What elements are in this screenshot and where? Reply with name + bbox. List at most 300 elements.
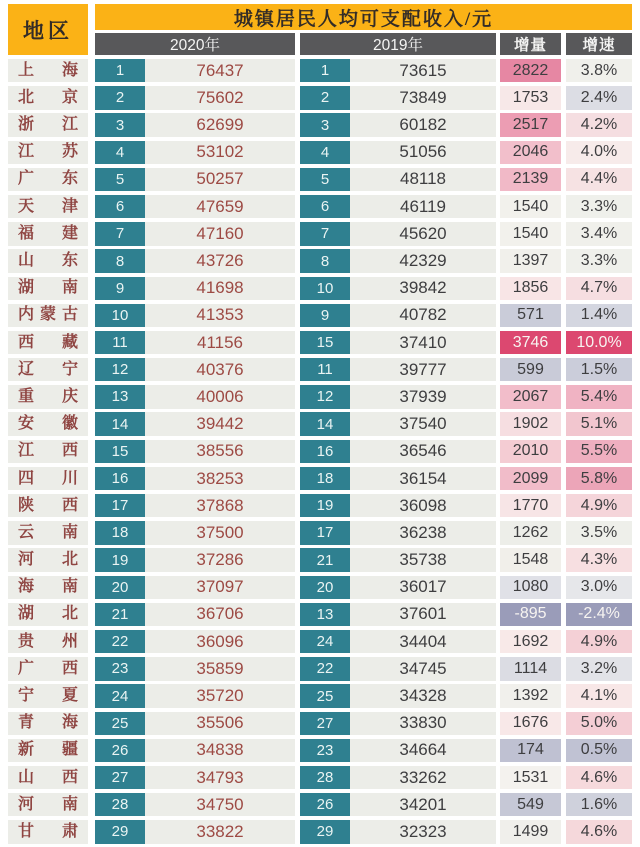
income-2019-value: 34328 xyxy=(350,684,496,707)
region-name-char: 津 xyxy=(61,197,78,215)
region-cell xyxy=(8,576,88,599)
rank-2019-badge: 17 xyxy=(300,521,350,544)
income-2019-value: 36154 xyxy=(350,467,496,490)
table-row xyxy=(8,385,632,408)
region-name-char: 南 xyxy=(61,523,78,541)
rate-cell: 10.0% xyxy=(566,331,632,354)
table-row xyxy=(8,59,632,82)
region-name-char: 南 xyxy=(61,279,78,297)
rate-cell: 5.4% xyxy=(566,385,632,408)
income-2019-value: 73615 xyxy=(350,59,496,82)
rate-cell: 4.9% xyxy=(566,494,632,517)
region-name-char: 海 xyxy=(61,61,78,79)
region-name-char: 州 xyxy=(61,632,78,650)
region-name-char: 河 xyxy=(18,551,35,569)
rank-2020-badge: 18 xyxy=(95,521,145,544)
region-name-char: 西 xyxy=(18,333,35,351)
rate-cell: 3.0% xyxy=(566,576,632,599)
rank-2020-badge: 15 xyxy=(95,440,145,463)
rank-2020-badge: 8 xyxy=(95,249,145,272)
region-name-char: 宁 xyxy=(61,360,78,378)
income-2019-value: 36546 xyxy=(350,440,496,463)
table-row xyxy=(8,467,632,490)
region-name-char: 天 xyxy=(18,197,35,215)
rank-2020-badge: 26 xyxy=(95,739,145,762)
income-2020-value: 41353 xyxy=(145,304,295,327)
rank-2019-badge: 20 xyxy=(300,576,350,599)
delta-cell: 1397 xyxy=(500,249,561,272)
delta-cell: 174 xyxy=(500,739,561,762)
rank-2020-badge: 25 xyxy=(95,712,145,735)
income-2019-value: 45620 xyxy=(350,222,496,245)
region-name-char: 陕 xyxy=(18,496,35,514)
rank-2020-badge: 6 xyxy=(95,195,145,218)
region-cell xyxy=(8,412,88,435)
rank-2019-badge: 10 xyxy=(300,277,350,300)
rank-2019-badge: 21 xyxy=(300,548,350,571)
table-row xyxy=(8,630,632,653)
region-name-char: 西 xyxy=(61,496,78,514)
table-row xyxy=(8,793,632,816)
table-row xyxy=(8,440,632,463)
rank-2019-badge: 16 xyxy=(300,440,350,463)
rate-cell: 4.7% xyxy=(566,277,632,300)
income-2020-value: 34750 xyxy=(145,793,295,816)
rank-2019-badge: 19 xyxy=(300,494,350,517)
income-2019-value: 48118 xyxy=(350,168,496,191)
rate-cell: 3.3% xyxy=(566,249,632,272)
region-name-char: 川 xyxy=(61,469,78,487)
income-2020-value: 34838 xyxy=(145,739,295,762)
income-2019-value: 37410 xyxy=(350,331,496,354)
income-2019-value: 32323 xyxy=(350,820,496,843)
delta-cell: 1902 xyxy=(500,412,561,435)
column-header-2020: 2020年 xyxy=(95,33,295,55)
column-header-rate: 增速 xyxy=(566,33,632,55)
region-name-char: 庆 xyxy=(61,387,78,405)
income-2019-value: 42329 xyxy=(350,249,496,272)
region-name-char: 内 xyxy=(18,306,35,324)
region-cell xyxy=(8,467,88,490)
region-cell xyxy=(8,712,88,735)
rate-cell: 3.5% xyxy=(566,521,632,544)
region-name-char: 宁 xyxy=(18,687,35,704)
delta-cell: 1262 xyxy=(500,521,561,544)
table-row xyxy=(8,684,632,707)
rank-2020-badge: 29 xyxy=(95,820,145,843)
region-cell xyxy=(8,141,88,164)
rank-2019-badge: 24 xyxy=(300,630,350,653)
rank-2019-badge: 2 xyxy=(300,86,350,109)
table-row xyxy=(8,195,632,218)
region-name-char: 疆 xyxy=(61,741,78,759)
delta-cell: 2067 xyxy=(500,385,561,408)
income-2020-value: 37097 xyxy=(145,576,295,599)
region-cell xyxy=(8,304,88,327)
rank-2020-badge: 11 xyxy=(95,331,145,354)
income-2019-value: 73849 xyxy=(350,86,496,109)
region-name-char: 东 xyxy=(61,170,78,188)
income-2020-value: 36096 xyxy=(145,630,295,653)
income-2020-value: 38253 xyxy=(145,467,295,490)
income-2020-value: 35859 xyxy=(145,657,295,680)
region-name-char: 贵 xyxy=(18,632,35,650)
rank-2020-badge: 9 xyxy=(95,277,145,300)
rank-2020-badge: 27 xyxy=(95,766,145,789)
rate-cell: 5.5% xyxy=(566,440,632,463)
income-2019-value: 60182 xyxy=(350,113,496,136)
region-name-char: 江 xyxy=(61,116,78,134)
income-2020-value: 38556 xyxy=(145,440,295,463)
region-name-char: 安 xyxy=(18,415,35,433)
rank-2020-badge: 19 xyxy=(95,548,145,571)
rank-2019-badge: 5 xyxy=(300,168,350,191)
delta-cell: 1531 xyxy=(500,766,561,789)
region-name-char: 浙 xyxy=(18,116,35,134)
delta-cell: 3746 xyxy=(500,331,561,354)
income-2019-value: 33830 xyxy=(350,712,496,735)
table-row xyxy=(8,358,632,381)
region-name-char: 南 xyxy=(61,795,78,813)
income-2019-value: 34745 xyxy=(350,657,496,680)
region-name-char: 徽 xyxy=(61,415,78,433)
income-2020-value: 40376 xyxy=(145,358,295,381)
region-cell xyxy=(8,820,88,843)
income-2020-value: 47160 xyxy=(145,222,295,245)
rate-cell: 4.4% xyxy=(566,168,632,191)
region-name-char: 新 xyxy=(18,741,35,759)
rate-cell: 3.3% xyxy=(566,195,632,218)
rank-2019-badge: 6 xyxy=(300,195,350,218)
rank-2020-badge: 24 xyxy=(95,684,145,707)
income-2019-value: 39777 xyxy=(350,358,496,381)
region-cell xyxy=(8,222,88,245)
rank-2020-badge: 21 xyxy=(95,603,145,626)
region-name-char: 肃 xyxy=(61,822,78,840)
delta-cell: 1080 xyxy=(500,576,561,599)
rate-cell: 1.4% xyxy=(566,304,632,327)
table-row xyxy=(8,548,632,571)
rate-cell: 4.6% xyxy=(566,820,632,843)
income-2019-value: 51056 xyxy=(350,141,496,164)
table-row xyxy=(8,576,632,599)
delta-cell: -895 xyxy=(500,603,561,626)
income-2020-value: 36706 xyxy=(145,603,295,626)
region-cell xyxy=(8,603,88,626)
delta-cell: 549 xyxy=(500,793,561,816)
rate-cell: 4.6% xyxy=(566,766,632,789)
table-row xyxy=(8,412,632,435)
delta-cell: 1753 xyxy=(500,86,561,109)
table-row xyxy=(8,141,632,164)
region-cell xyxy=(8,739,88,762)
delta-cell: 1540 xyxy=(500,195,561,218)
region-name-char: 山 xyxy=(18,768,35,786)
rank-2019-badge: 9 xyxy=(300,304,350,327)
region-name-char: 南 xyxy=(61,578,78,596)
header-right xyxy=(95,4,632,55)
region-name-char: 辽 xyxy=(18,360,35,378)
region-name-char: 建 xyxy=(61,224,78,242)
rate-cell: 1.5% xyxy=(566,358,632,381)
rank-2020-badge: 12 xyxy=(95,358,145,381)
region-name-char: 湖 xyxy=(18,605,35,623)
income-2019-value: 46119 xyxy=(350,195,496,218)
table-row xyxy=(8,277,632,300)
delta-cell: 1548 xyxy=(500,548,561,571)
region-name-char: 广 xyxy=(18,659,35,677)
income-2019-value: 37939 xyxy=(350,385,496,408)
rate-cell: 4.2% xyxy=(566,113,632,136)
table-row xyxy=(8,331,632,354)
rate-cell: 3.4% xyxy=(566,222,632,245)
rank-2019-badge: 12 xyxy=(300,385,350,408)
region-cell xyxy=(8,548,88,571)
income-2020-value: 37500 xyxy=(145,521,295,544)
delta-cell: 2099 xyxy=(500,467,561,490)
rate-cell: 2.4% xyxy=(566,86,632,109)
table-body xyxy=(8,59,632,844)
region-name-char: 上 xyxy=(18,61,35,79)
rank-2020-badge: 13 xyxy=(95,385,145,408)
table-row xyxy=(8,113,632,136)
delta-cell: 2517 xyxy=(500,113,561,136)
table-row xyxy=(8,86,632,109)
region-cell xyxy=(8,766,88,789)
region-cell xyxy=(8,630,88,653)
rank-2019-badge: 26 xyxy=(300,793,350,816)
income-2020-value: 34793 xyxy=(145,766,295,789)
rate-cell: 5.8% xyxy=(566,467,632,490)
delta-cell: 2046 xyxy=(500,141,561,164)
delta-cell: 1770 xyxy=(500,494,561,517)
income-2019-value: 34201 xyxy=(350,793,496,816)
income-2020-value: 43726 xyxy=(145,249,295,272)
rank-2019-badge: 14 xyxy=(300,412,350,435)
rank-2020-badge: 28 xyxy=(95,793,145,816)
income-2020-value: 37868 xyxy=(145,494,295,517)
income-2020-value: 40006 xyxy=(145,385,295,408)
rank-2020-badge: 3 xyxy=(95,113,145,136)
table-row xyxy=(8,712,632,735)
rate-cell: 0.5% xyxy=(566,739,632,762)
region-cell xyxy=(8,358,88,381)
income-2020-value: 37286 xyxy=(145,548,295,571)
region-cell xyxy=(8,86,88,109)
region-cell xyxy=(8,385,88,408)
region-name-char: 广 xyxy=(18,170,35,188)
region-name-char: 重 xyxy=(18,387,35,405)
region-name-char: 山 xyxy=(18,252,35,269)
table-row xyxy=(8,766,632,789)
delta-cell: 1540 xyxy=(500,222,561,245)
column-header-delta: 增量 xyxy=(500,33,561,55)
income-2019-value: 40782 xyxy=(350,304,496,327)
rate-cell: 4.3% xyxy=(566,548,632,571)
table-row xyxy=(8,249,632,272)
region-name-char: 京 xyxy=(61,88,78,106)
rate-cell: 4.1% xyxy=(566,684,632,707)
rank-2019-badge: 18 xyxy=(300,467,350,490)
table-row xyxy=(8,603,632,626)
income-2020-value: 35720 xyxy=(145,684,295,707)
delta-cell: 599 xyxy=(500,358,561,381)
rank-2019-badge: 7 xyxy=(300,222,350,245)
rank-2020-badge: 10 xyxy=(95,304,145,327)
region-name-char: 夏 xyxy=(61,687,78,704)
region-cell xyxy=(8,684,88,707)
region-column-header: 地区 xyxy=(8,4,88,55)
delta-cell: 1692 xyxy=(500,630,561,653)
delta-cell: 1676 xyxy=(500,712,561,735)
income-2019-value: 36017 xyxy=(350,576,496,599)
region-cell xyxy=(8,331,88,354)
income-2020-value: 50257 xyxy=(145,168,295,191)
region-cell xyxy=(8,494,88,517)
income-2019-value: 37601 xyxy=(350,603,496,626)
delta-cell: 571 xyxy=(500,304,561,327)
income-2019-value: 34664 xyxy=(350,739,496,762)
income-2020-value: 41156 xyxy=(145,331,295,354)
region-name-char: 河 xyxy=(18,795,35,813)
rank-2020-badge: 1 xyxy=(95,59,145,82)
rank-2019-badge: 11 xyxy=(300,358,350,381)
rank-2019-badge: 29 xyxy=(300,820,350,843)
region-name-char: 蒙 xyxy=(39,306,56,324)
region-cell xyxy=(8,440,88,463)
table-row xyxy=(8,304,632,327)
region-name-char: 西 xyxy=(61,768,78,786)
delta-cell: 2139 xyxy=(500,168,561,191)
delta-cell: 2010 xyxy=(500,440,561,463)
column-header-row xyxy=(95,33,632,55)
region-cell xyxy=(8,657,88,680)
rank-2020-badge: 4 xyxy=(95,141,145,164)
region-cell xyxy=(8,521,88,544)
region-name-char: 甘 xyxy=(18,822,35,840)
rank-2020-badge: 22 xyxy=(95,630,145,653)
income-2020-value: 35506 xyxy=(145,712,295,735)
rank-2020-badge: 17 xyxy=(95,494,145,517)
region-name-char: 西 xyxy=(61,442,78,460)
region-name-char: 东 xyxy=(61,252,78,269)
rank-2019-badge: 3 xyxy=(300,113,350,136)
region-name-char: 福 xyxy=(18,224,35,242)
region-name-char: 北 xyxy=(18,88,35,106)
rank-2020-badge: 16 xyxy=(95,467,145,490)
column-header-2019: 2019年 xyxy=(300,33,496,55)
delta-cell: 1392 xyxy=(500,684,561,707)
region-name-char: 苏 xyxy=(61,143,78,161)
region-cell xyxy=(8,113,88,136)
rate-cell: 5.1% xyxy=(566,412,632,435)
rank-2019-badge: 25 xyxy=(300,684,350,707)
income-2020-value: 75602 xyxy=(145,86,295,109)
table-row xyxy=(8,521,632,544)
region-name-char: 江 xyxy=(18,442,35,460)
region-cell xyxy=(8,59,88,82)
rank-2019-badge: 27 xyxy=(300,712,350,735)
region-name-char: 江 xyxy=(18,143,35,161)
region-name-char: 四 xyxy=(18,469,35,487)
region-cell xyxy=(8,277,88,300)
region-name-char: 北 xyxy=(61,551,78,569)
region-cell xyxy=(8,249,88,272)
income-2020-value: 33822 xyxy=(145,820,295,843)
income-2020-value: 47659 xyxy=(145,195,295,218)
rate-cell: 4.9% xyxy=(566,630,632,653)
rank-2020-badge: 7 xyxy=(95,222,145,245)
rank-2019-badge: 15 xyxy=(300,331,350,354)
income-2019-value: 37540 xyxy=(350,412,496,435)
rate-cell: 3.8% xyxy=(566,59,632,82)
income-2020-value: 53102 xyxy=(145,141,295,164)
income-2019-value: 34404 xyxy=(350,630,496,653)
delta-cell: 1856 xyxy=(500,277,561,300)
rank-2020-badge: 20 xyxy=(95,576,145,599)
region-name-char: 云 xyxy=(18,523,35,541)
income-2020-value: 62699 xyxy=(145,113,295,136)
table-header xyxy=(8,4,632,55)
income-2019-value: 39842 xyxy=(350,277,496,300)
rank-2020-badge: 14 xyxy=(95,412,145,435)
region-name-char: 藏 xyxy=(61,333,78,351)
table-title: 城镇居民人均可支配收入/元 xyxy=(95,4,632,30)
region-name-char: 西 xyxy=(61,659,78,677)
rate-cell: 3.2% xyxy=(566,657,632,680)
rank-2019-badge: 8 xyxy=(300,249,350,272)
rank-2019-badge: 13 xyxy=(300,603,350,626)
income-2019-value: 33262 xyxy=(350,766,496,789)
rate-cell: 1.6% xyxy=(566,793,632,816)
rank-2020-badge: 2 xyxy=(95,86,145,109)
income-2019-value: 36238 xyxy=(350,521,496,544)
rate-cell: -2.4% xyxy=(566,603,632,626)
region-cell xyxy=(8,793,88,816)
table-row xyxy=(8,739,632,762)
rank-2020-badge: 23 xyxy=(95,657,145,680)
region-name-char: 湖 xyxy=(18,279,35,297)
table-row xyxy=(8,820,632,843)
income-2019-value: 35738 xyxy=(350,548,496,571)
rank-2019-badge: 1 xyxy=(300,59,350,82)
table-row xyxy=(8,222,632,245)
region-cell xyxy=(8,195,88,218)
table-row xyxy=(8,657,632,680)
rank-2019-badge: 23 xyxy=(300,739,350,762)
region-name-char: 海 xyxy=(61,714,78,732)
rank-2019-badge: 4 xyxy=(300,141,350,164)
rate-cell: 4.0% xyxy=(566,141,632,164)
region-name-char: 海 xyxy=(18,578,35,596)
rank-2020-badge: 5 xyxy=(95,168,145,191)
table-row xyxy=(8,494,632,517)
delta-cell: 1499 xyxy=(500,820,561,843)
income-2020-value: 39442 xyxy=(145,412,295,435)
region-name-char: 青 xyxy=(18,714,35,732)
delta-cell: 2822 xyxy=(500,59,561,82)
region-name-char: 古 xyxy=(61,306,78,324)
delta-cell: 1114 xyxy=(500,657,561,680)
rank-2019-badge: 28 xyxy=(300,766,350,789)
income-2020-value: 41698 xyxy=(145,277,295,300)
rank-2019-badge: 22 xyxy=(300,657,350,680)
table-row xyxy=(8,168,632,191)
income-2019-value: 36098 xyxy=(350,494,496,517)
income-2020-value: 76437 xyxy=(145,59,295,82)
region-cell xyxy=(8,168,88,191)
region-name-char: 北 xyxy=(61,605,78,623)
